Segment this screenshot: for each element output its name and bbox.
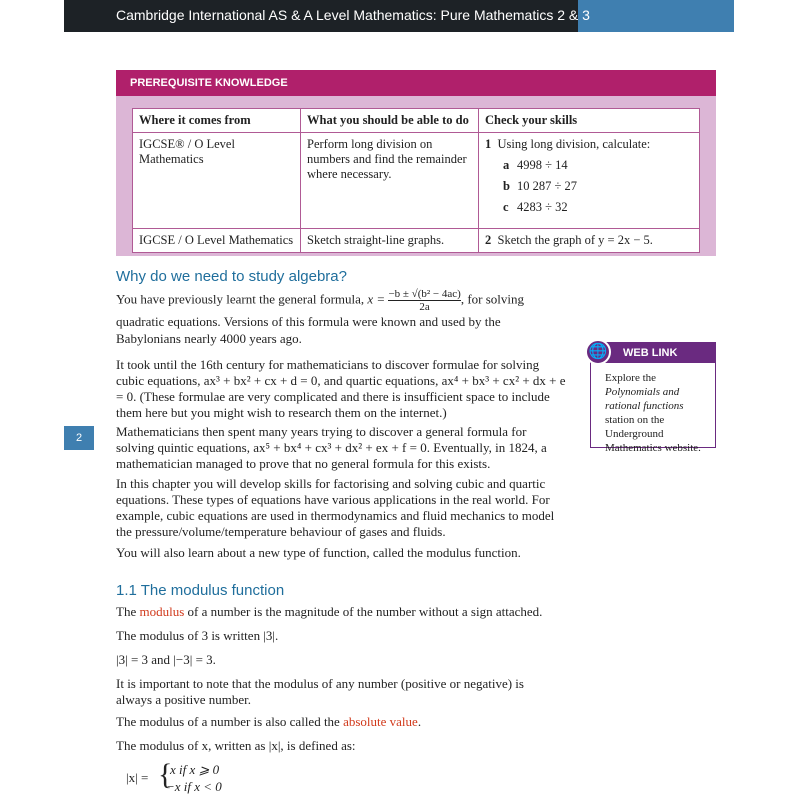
section-heading: 1.1 The modulus function (116, 582, 285, 599)
paragraph: Mathematicians then spent many years trying to discover a general formula for solving quintic equations, ax⁵ + bx⁴ + cx³ + dx² + ex + f = 0. Eventually, in 1824, a mathematician managed to prove that no general formula for this exists. (116, 424, 547, 471)
question-number: 2 (485, 233, 492, 247)
prerequisite-table (132, 108, 700, 253)
table-row (133, 229, 700, 253)
paragraph: The modulus of a number is also called the absolute value. (116, 714, 422, 729)
paragraph: The modulus of 3 is written |3|. (116, 628, 279, 643)
web-link-text: Explore the Polynomials and rational functions station on the Underground Mathematics website. (605, 372, 701, 454)
question-text: Sketch the graph of y = 2x − 5. (497, 233, 653, 247)
globe-icon: 🌐 (585, 339, 611, 365)
paragraph: You will also learn about a new type of function, called the modulus function. (116, 545, 521, 560)
question-part: b 10 287 ÷ 27 (503, 179, 577, 193)
prerequisite-title: PREREQUISITE KNOWLEDGE (116, 70, 716, 96)
table-row (133, 133, 700, 229)
check-cell (479, 229, 700, 253)
question-text: Using long division, calculate: (497, 137, 651, 151)
table-header-row (133, 109, 700, 133)
book-title: Cambridge International AS & A Level Mathematics: Pure Mathematics 2 & 3 (116, 7, 590, 23)
skill-cell: Perform long division on numbers and find the remainder where necessary. (301, 133, 479, 229)
question-part: a 4998 ÷ 14 (503, 158, 568, 172)
web-link-title: WEB LINK (591, 343, 715, 363)
quadratic-formula: $\frac{\text{−b ± √(b² − 4ac)}}{2a}$ (388, 288, 461, 313)
skill-cell: Sketch straight-line graphs. (301, 229, 479, 253)
paragraph: You have previously learnt the general formula, x = $\frac{\text{−b ± √(b² − 4ac)}}{2a}$ , for solving quadratic equations. Versions of this formula were known and used by the Babylonians nearly 4000 years ago. (116, 288, 525, 346)
column-header: Check your skills (479, 109, 700, 133)
web-link-box[interactable] (588, 342, 716, 454)
prerequisite-knowledge-box (116, 70, 716, 256)
paragraph: It took until the 16th century for mathematicians to discover formulae for solving cubic equations, ax³ + bx² + cx + d = 0, and quartic equations, ax⁴ + bx³ + cx² + dx + e = 0. (These formulae are very complicated and there is insufficient space to include them here but you might wish to research them on the internet.) (116, 357, 566, 420)
question-part: c 4283 ÷ 32 (503, 200, 568, 214)
check-cell (479, 133, 700, 229)
question-number: 1 (485, 137, 492, 151)
paragraph: In this chapter you will develop skills for factorising and solving cubic and quartic equations. These types of equations have various applications in the real world. For example, cubic equations are used in thermodynamics and fluid mechanics to model the pressure/volume/temperature behaviour of gases and fluids. (116, 476, 555, 539)
paragraph: The modulus of x, written as |x|, is defined as: (116, 738, 356, 753)
source-cell: IGCSE® / O Level Mathematics (133, 133, 301, 229)
key-term: absolute value (343, 714, 418, 729)
paragraph: It is important to note that the modulus of any number (positive or negative) is always a positive number. (116, 676, 524, 707)
section-heading: Why do we need to study algebra? (116, 268, 347, 285)
column-header: Where it comes from (133, 109, 301, 133)
header-accent (578, 0, 734, 32)
page-number: 2 (64, 426, 94, 450)
paragraph: The modulus of a number is the magnitude of the number without a sign attached. (116, 604, 543, 619)
source-cell: IGCSE / O Level Mathematics (133, 229, 301, 253)
key-term: modulus (139, 604, 185, 619)
column-header: What you should be able to do (301, 109, 479, 133)
paragraph: |3| = 3 and |−3| = 3. (116, 652, 216, 667)
